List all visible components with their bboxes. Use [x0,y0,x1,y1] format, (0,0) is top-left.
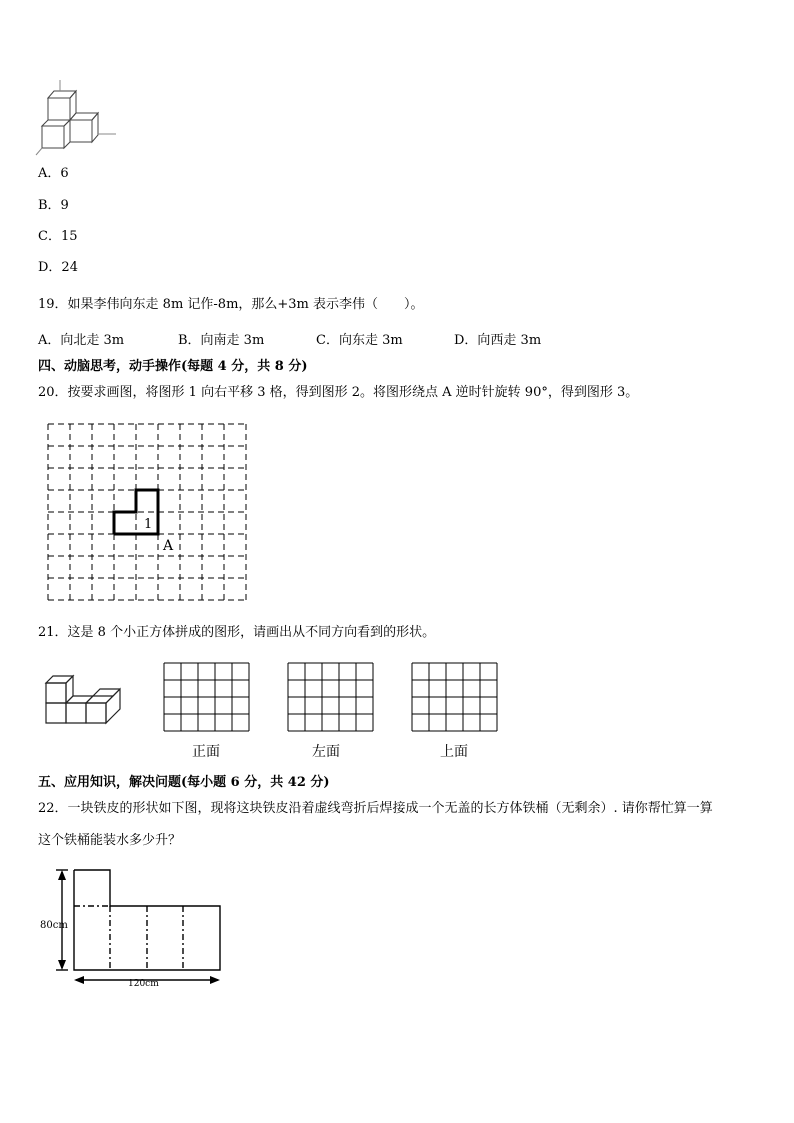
q22-question-line1: 22．一块铁皮的形状如下图，现将这块铁皮沿着虚线弯折后焊接成一个无盖的长方体铁桶（无剩余）. 请你帮忙算一算 [38,801,713,816]
q22-question-line2: 这个铁桶能装水多少升？ [38,833,182,848]
q20-grid-figure [48,424,248,600]
q22-sheet-diagram [36,864,226,992]
q20-figure-label: 1 [144,517,153,532]
q18-cube-figure [36,80,126,155]
q18-option-a[interactable]: A．6 [38,166,69,181]
section4-heading: 四、动脑思考，动手操作(每题 4 分，共 8 分) [38,359,308,374]
q19-question: 19．如果李伟向东走 8m 记作-8m，那么+3m 表示李伟（ ）。 [38,297,424,312]
q22-width-label: 120cm [128,979,159,989]
q22-height-label: 80cm [40,920,68,931]
q21-view-label-left: 左面 [312,744,340,760]
q19-option-d[interactable]: D．向西走 3m [454,333,542,348]
q19-option-c[interactable]: C．向东走 3m [316,333,403,348]
q21-left-view-grid[interactable] [288,663,374,731]
q21-view-label-top: 上面 [440,744,468,760]
q20-point-label: A [163,538,174,554]
q21-cube-figure [44,670,126,726]
q19-option-a[interactable]: A．向北走 3m [38,333,125,348]
q20-question: 20．按要求画图，将图形 1 向右平移 3 格，得到图形 2。将图形绕点 A 逆时针旋转 90°，得到图形 3。 [38,385,639,400]
q21-view-label-front: 正面 [192,744,220,760]
q18-option-d[interactable]: D．24 [38,260,78,275]
q18-option-b[interactable]: B．9 [38,198,69,213]
q19-option-b[interactable]: B．向南走 3m [178,333,265,348]
q21-front-view-grid[interactable] [164,663,250,731]
section5-heading: 五、应用知识，解决问题(每小题 6 分，共 42 分) [38,775,330,790]
q18-option-c[interactable]: C．15 [38,229,78,244]
q21-top-view-grid[interactable] [412,663,498,731]
q21-question: 21．这是 8 个小正方体拼成的图形，请画出从不同方向看到的形状。 [38,625,436,640]
